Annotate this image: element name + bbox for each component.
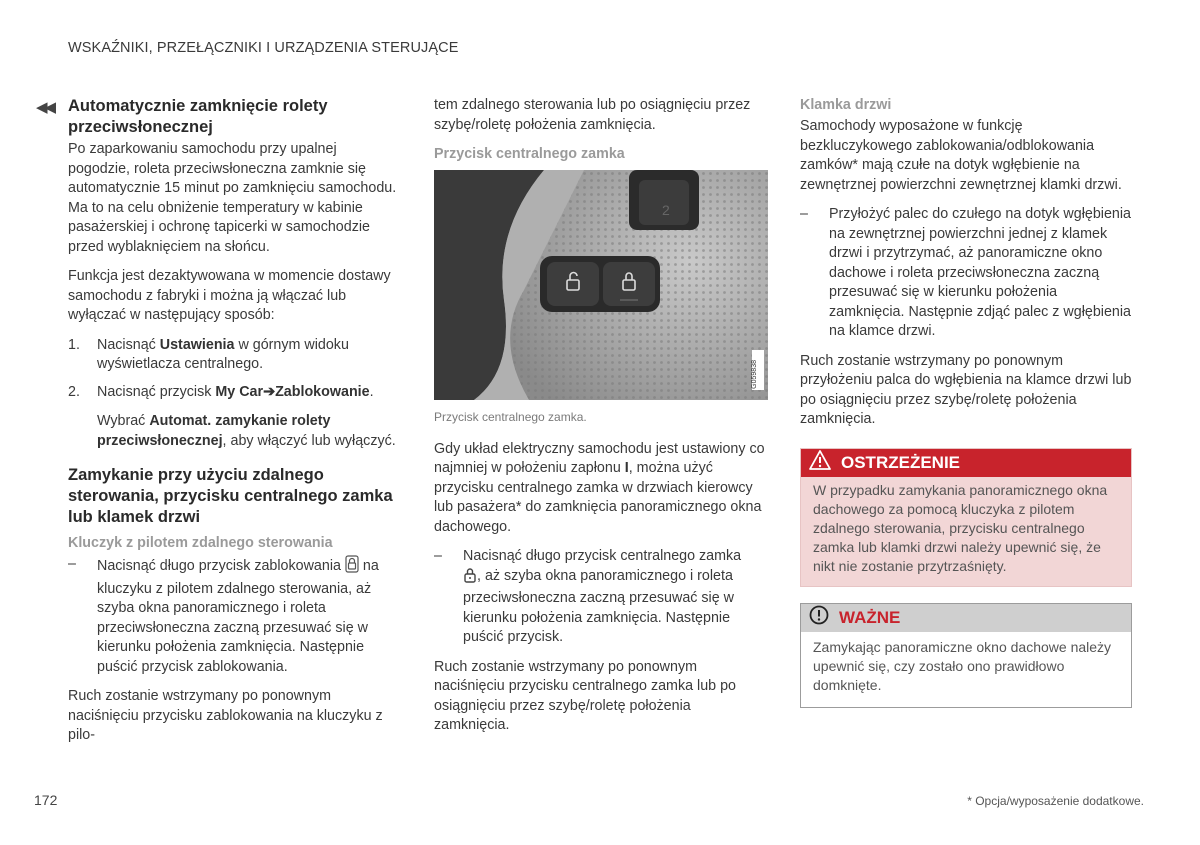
list-item-door-handle xyxy=(800,205,1132,342)
item-text: , aż szyba okna panoramicznego i roleta przeciwsłoneczna zaczną przesuwać się w kierunku położenia zamknięcia. Następnie puścić przycisk. xyxy=(463,567,734,645)
dash-bullet: – xyxy=(434,548,442,564)
ui-label-my-car: My Car xyxy=(215,383,264,400)
padlock-icon xyxy=(345,555,359,580)
warning-text: W przypadku zamykania panoramicznego okna dachowego za pomocą kluczyka z pilotem zdalnego sterowania, przycisku centralnego zamka lub klamki drzwi należy upewnić się, że nikt nie zostanie przytrzaśnięty. xyxy=(813,481,1108,574)
step-number: 1. xyxy=(68,336,80,353)
exclamation-circle-icon xyxy=(809,605,829,630)
step-2 xyxy=(68,383,400,452)
important-box xyxy=(800,603,1132,708)
item-text: Nacisnąć długo przycisk zablokowania xyxy=(97,558,345,574)
step-text: w górnym widoku wyświetlacza centralnego. xyxy=(97,336,349,372)
page-header: WSKAŹNIKI, PRZEŁĄCZNIKI I URZĄDZENIA STERUJĄCE xyxy=(68,40,459,56)
item-text: na kluczyku z pilotem zdalnego sterowania, aż szyba okna panoramicznego i roleta przeciwsłoneczna zaczną przesuwać się w kierunku położenia zamknięcia. Następnie puścić przycisk zablokowania. xyxy=(97,558,379,675)
arrow-icon: ➔ xyxy=(263,383,276,400)
back-arrow-icon[interactable]: ◀◀ xyxy=(36,99,54,116)
text-fragment: Gdy układ elektryczny samochodu jest ustawiony co najmniej w położeniu zapłonu xyxy=(434,440,765,476)
step-text: Nacisnąć przycisk xyxy=(97,383,216,400)
heading-sunshade: Automatycznie zamknięcie rolety przeciwsłonecznej xyxy=(68,97,328,136)
step-text: , aby włączyć lub wyłączyć. xyxy=(222,432,396,449)
warning-box xyxy=(800,448,1132,587)
important-title: WAŻNE xyxy=(839,607,901,627)
padlock-icon xyxy=(463,567,477,590)
column-left xyxy=(68,96,400,756)
paragraph-sunshade-intro: Po zaparkowaniu samochodu przy upalnej pogodzie, roleta przeciwsłoneczna zamknie się automatycznie 15 minut po zamknięciu samochodu. Ma to na celu obniżenie temperatury w kabinie pasażerskiej i ochronę tapicerki w samochodzie przed wyblaknięciem na słońcu. xyxy=(68,141,397,255)
ui-label-locking: Zablokowanie xyxy=(275,383,370,400)
dash-bullet: – xyxy=(800,206,808,222)
paragraph-central-lock-intro xyxy=(434,440,768,538)
step-text: . xyxy=(369,383,374,400)
footnote: * Opcja/wyposażenie dodatkowe. xyxy=(967,794,1144,808)
paragraph-continued: tem zdalnego sterowania lub po osiągnięciu przez szybę/roletę położenia zamknięcia. xyxy=(434,97,751,133)
steps-list xyxy=(68,336,400,452)
page-number: 172 xyxy=(34,792,58,808)
column-middle xyxy=(434,96,768,746)
warning-header xyxy=(801,449,1131,477)
image-code: G059838 xyxy=(750,360,758,389)
paragraph-sunshade-deactivated: Funkcja jest dezaktywowana w momencie dostawy samochodu z fabryki i można ją włączać lub wyłączać w następujący sposób: xyxy=(68,268,391,323)
warning-triangle-icon xyxy=(809,450,831,475)
paragraph-remote-stop: Ruch zostanie wstrzymany po ponownym naciśnięciu przycisku zablokowania na kluczyku z pilo- xyxy=(68,688,383,743)
important-header xyxy=(801,604,1131,632)
list-item-remote-key xyxy=(68,555,400,677)
step-text: Nacisnąć xyxy=(97,336,160,353)
paragraph-door-handle-intro: Samochody wyposażone w funkcję bezkluczykowego zablokowania/odblokowania zamków* mają czułe na dotyk wgłębienie na zewnętrznej powierzchni zewnętrznej klamki drzwi. xyxy=(800,118,1122,193)
ignition-position: I xyxy=(624,460,629,476)
text-fragment: , można użyć przycisku centralnego zamka w drzwiach kierowcy lub pasażera* do zamknięcia panoramicznego okna dachowego. xyxy=(434,460,762,535)
item-text: Przyłożyć palec do czułego na dotyk wgłębienia na zewnętrznej powierzchni jednej z klamek drzwi i przytrzymać, aż panoramiczne okno dachowe i roleta przeciwsłoneczna zaczną przesuwać się w kierunku położenia zamknięcia. Następnie zdjąć palec z wgłębienia na klamce drzwi. xyxy=(829,206,1131,339)
ui-label-auto-close: Automat. zamykanie rolety przeciwsłonecznej xyxy=(97,413,331,449)
item-text: Nacisnąć długo przycisk centralnego zamka xyxy=(463,548,742,564)
dash-bullet: – xyxy=(68,556,76,572)
paragraph-central-lock-stop: Ruch zostanie wstrzymany po ponownym naciśnięciu przycisku centralnego zamka lub po osiągnięciu przez szybę/roletę położenia zamknięcia. xyxy=(434,658,736,733)
list-item-central-lock xyxy=(434,547,768,648)
heading-closing-methods: Zamykanie przy użyciu zdalnego sterowania, przycisku centralnego zamka lub klamek drzwi xyxy=(68,466,393,526)
svg-text:2: 2 xyxy=(662,202,670,218)
step-1 xyxy=(68,336,400,375)
photo-caption: Przycisk centralnego zamka. xyxy=(434,410,587,424)
subheading-door-handle: Klamka drzwi xyxy=(800,97,892,113)
step-text: Wybrać xyxy=(97,413,150,429)
subheading-central-lock: Przycisk centralnego zamka xyxy=(434,146,625,162)
central-lock-photo xyxy=(434,170,768,400)
warning-title: OSTRZEŻENIE xyxy=(841,452,961,472)
paragraph-door-handle-stop: Ruch zostanie wstrzymany po ponownym przyłożeniu palca do wgłębienia na klamce drzwi lub po osiągnięciu przez szybę/roletę położenia zamknięcia. xyxy=(800,352,1132,427)
column-right xyxy=(800,96,1132,708)
step-number: 2. xyxy=(68,383,80,400)
important-text: Zamykając panoramiczne okno dachowe należy upewnić się, czy zostało ono prawidłowo domknięte. xyxy=(813,638,1112,693)
subheading-remote-key: Kluczyk z pilotem zdalnego sterowania xyxy=(68,535,333,551)
step-2-substep xyxy=(97,412,400,451)
ui-label-settings: Ustawienia xyxy=(159,336,235,353)
